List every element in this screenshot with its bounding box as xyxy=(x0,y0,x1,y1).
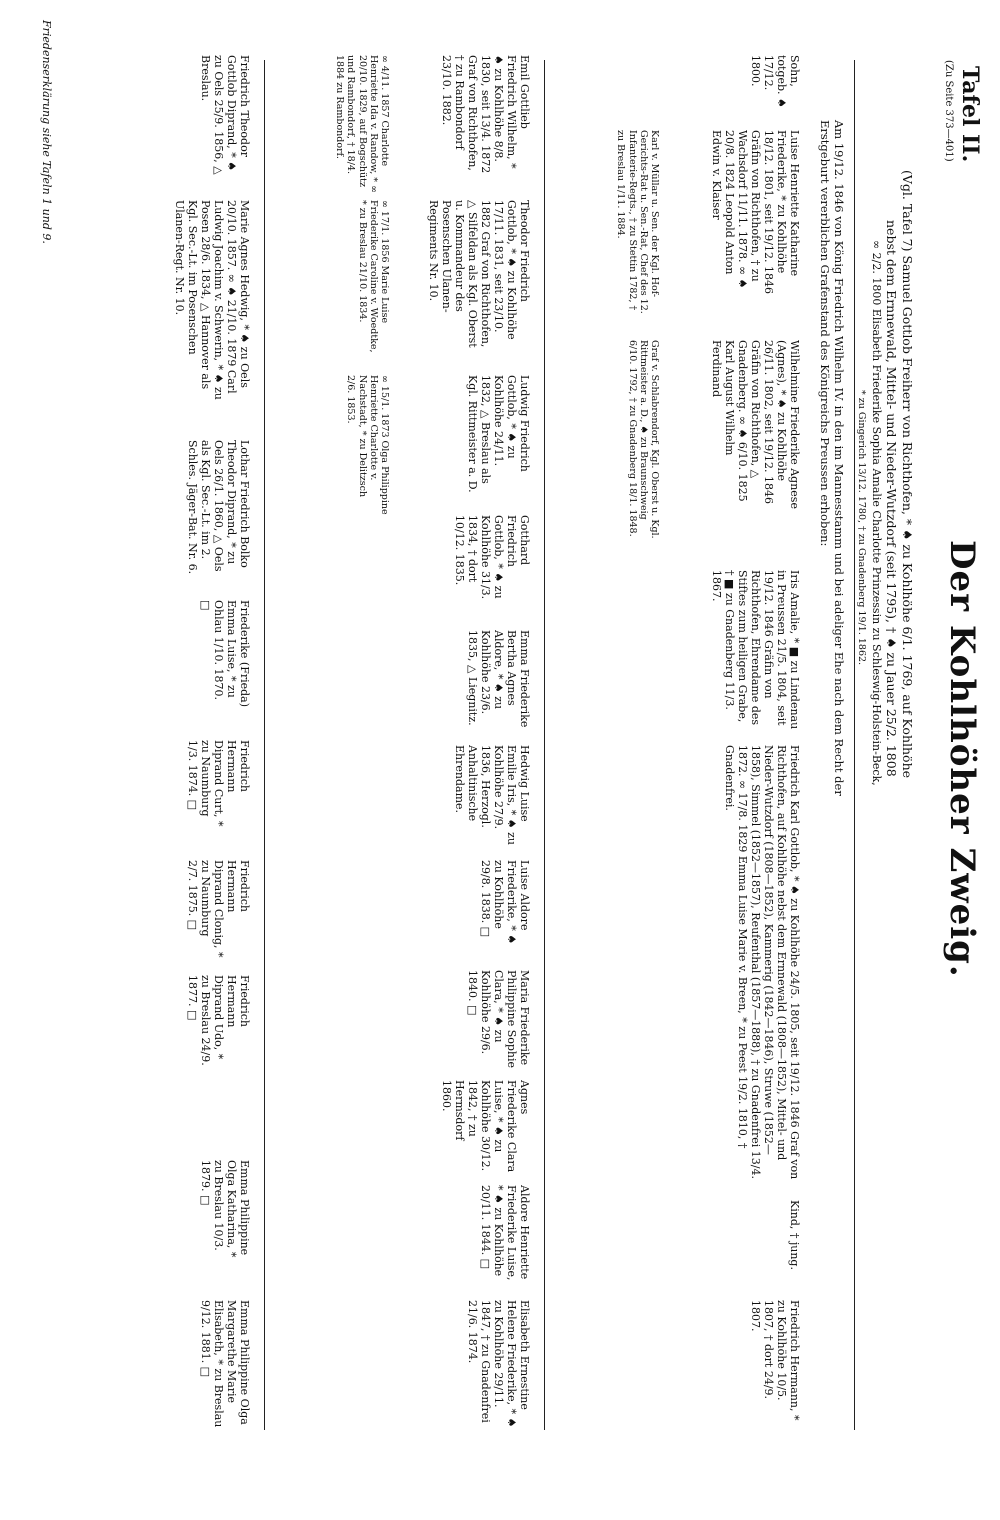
page-title: Der Kohlhöher Zweig. xyxy=(942,540,982,978)
gen3-entry-4: Friederike (Frieda) Emma Luise, * zu Ohlau 1/10. 1870. □ xyxy=(199,600,251,708)
gen3-entry-2: Marie Agnes Hedwig, * ♠ zu Oels 20/10. 1857. ∞ ♠ 21/10. 1879 Carl Ludwig Joachim v. Schwerin, * ♠ zu Posen 28/6. 1834, △ Hannover als Kgl. Sec.-Lt. im Posenschen Ulanen-Regt. Nr. 10. xyxy=(173,200,251,400)
gen3-entry-1: Friedrich Theodor Gottlob Diprand, * ♠ zu Oels 25/9. 1856, △ Breslau. xyxy=(199,55,251,175)
gen2-entry-2: Theodor Friedrich Gottlob, * ♠ zu Kohlhöhe 17/11. 1831, seit 23/10. 1882 Graf von Richthofen, △ Silfeldan als Kgl. Oberst u. Kommandeur des Posenschen Ulanen-Regiments Nr. 10. xyxy=(427,200,531,348)
gen3-entry-5: Friedrich Hermann Diprand Curt, * zu Naumburg 1/3. 1874. □ xyxy=(186,740,251,827)
gen1-entry-3: Wilhelmine Friederike Agnese (Agnes), * ♠ zu Kohlhöhe 26/11. 1802, seit 19/12. 1846 Gräfin von Richthofen, △ Gnadenberg. ∞ ♠ 6/10. 1825 Karl August Wilhelm Ferdinand xyxy=(710,340,801,509)
footer-note: Friedenserklärung siehe Tafeln 1 und 9. xyxy=(40,20,53,244)
spouse-note-2: Graf v. Schlabrendorf, Kgl. Oberst u. Kgl. Rittmeister a. D., ♠ zu Braunschweig 6/10. 1792, † zu Gnadenberg 18/1. 1848. xyxy=(626,340,660,539)
spouse-note-5: ∞ 15/1. 1873 Olga Philippine Henriette Charlotte v. Nachstadt, * zu Delitzsch 2/6. 1853. xyxy=(345,375,390,515)
gen3-entry-3: Lothar Friedrich Bolko Theodor Diprand, * zu Oels 26/1. 1860, △ Oels als Kgl. Sec.-Lt. im 2. Schles. Jäger-Bat. Nr. 6. xyxy=(186,440,251,575)
gen1-entry-5: Friedrich Karl Gottlob, * ♠ zu Kohlhöhe 24/5. 1805, seit 19/12. 1846 Graf von Richthofen, auf Kohlhöhe nebst dem Ernnewald (1808—1852), Mittel- und Nieder-Wutzdorf (1808—1852), Kammerig (1842—1846), Struwe (1852—1858), Simmel (1852—1857), Reufenthal (1857—1888), † zu Gnadenfrei 13/4. 1872. ∞ 17/8. 1829 Emma Luise Marie v. Breen, * zu Peest 19/2. 1810, † Gnadenfrei. xyxy=(723,745,801,1180)
tafel-number: Tafel II. xyxy=(957,66,983,163)
gen3-entry-9: Emma Philippine Olga Margarethe Marie Elisabeth, * zu Breslau 9/12. 1881. □ xyxy=(199,1300,251,1428)
page-reference: (Zu Seite 373—401) xyxy=(943,60,954,162)
spouse-note-4: ∞ 17/1. 1856 Marie Luise Friederike Caroline v. Woedtke, * zu Breslau 21/10. 1834. xyxy=(356,200,390,353)
gen2-entry-11: Elisabeth Ernestine Helene Friederike, * ♠ zu Kohlhöhe 29/11. 1847, † zu Gnadenfrei 21/6. 1874. xyxy=(466,1300,531,1428)
gen1-entry-1: Sohn, totgeb. ♠ 17/12. 1800. xyxy=(749,55,801,108)
gen2-entry-9: Agnes Friederike Clara Luise, * ♠ zu Kohlhöhe 30/12. 1842, † zu Hermsdorf 1860. xyxy=(440,1080,531,1173)
gen2-entry-7: Luise Aldore Friederike, * ♠ zu Kohlhöhe 29/8. 1838. □ xyxy=(479,860,531,945)
progenitor-line-2: nebst dem Ernnewald, Mittel- und Nieder-Wutzdorf (seit 1795), † ♠ zu Jauer 25/2. 1808 xyxy=(884,220,899,777)
progenitor-line-3: ∞ 2/2. 1800 Elisabeth Friederike Sophia Amalie Charlotte Prinzessin zu Schleswig-Holstein-Beck, xyxy=(870,240,883,786)
rule-top xyxy=(854,60,855,1430)
gen2-entry-3: Ludwig Friedrich Gottlob, * ♠ zu Kohlhöhe 24/11. 1832, △ Breslau als Kgl. Rittmeister a. D. xyxy=(466,375,531,493)
gen2-entry-10: Aldore Henriette Friederike Luise, * ♠ zu Kohlhöhe 20/11. 1844. □ xyxy=(479,1185,531,1281)
gen2-entry-1: Emil Gottlieb Friedrich Wilhelm, * ♠ zu Kohlhöhe 8/8. 1830, seit 13/4. 1872 Graf von Richthofen, † zu Rambondorf 23/10. 1882. xyxy=(440,55,531,174)
rule-gen1 xyxy=(544,60,545,1430)
gen3-entry-6: Friedrich Hermann Diprand Clonig, * zu Naumburg 2/7. 1875. □ xyxy=(186,860,251,958)
gen1-entry-6: Kind, † jung. xyxy=(788,1200,801,1270)
gen2-entry-6: Hedwig Luise Emilie Iris, * ♠ zu Kohlhöhe 27/9. 1836, Herzogl. Anhaltinische Ehrendame. xyxy=(453,745,531,846)
spouse-note-1: Karl v. Müllar u. Sen. der Kgl. Hof-Gerichts-Rat u. Sen.-Rat, Chef des 12. Infanterie-Regts., † zu Stettin 1782, † zu Breslau 1/11. 1884. xyxy=(615,130,660,314)
progenitor-line-1: (Vgl. Tafel 7) Samuel Gottlob Freiherr von Richthofen, * ♠ zu Kohlhöhe 6/1. 1769, auf Kohlhöhe xyxy=(900,170,915,779)
spouse-note-3: ∞ 4/11. 1857 Charlotte Henriette Ida v. Randow, * ∞ 20/10. 1829, auf Bogschütz und Rambondorf, † 18/4. 1884 zu Rambondorf. xyxy=(334,55,390,193)
progenitor-line-4: * zu Gingerich 13/12. 1780, † zu Gnadenberg 19/1. 1862. xyxy=(856,390,867,666)
gen2-entry-5: Emma Friederike Bertha Agnes Aldore, * ♠ zu Kohlhöhe 23/6. 1835, △ Liegnitz. xyxy=(466,630,531,728)
rule-gen2 xyxy=(264,60,265,1430)
gen3-entry-7: Friedrich Hermann Diprand Udo, * zu Breslau 24/9. 1877. □ xyxy=(186,975,251,1066)
gen1-entry-4: Iris Amalie, * ■ zu Lindenau in Preussen 21/5. 1804, seit 19/12. 1846 Gräfin von Richthofen, Ehrendame des Stiftes zum heiligen Grabe, † ■ zu Gnadenberg 11/3. 1867. xyxy=(710,570,801,730)
gen3-entry-8: Emma Philippine Olga Katharina, * zu Breslau 10/3. 1879. □ xyxy=(199,1160,251,1258)
gen2-entry-4: Gotthard Friedrich Gottlob, * ♠ zu Kohlhöhe 31/3. 1834, † dort 10/12. 1835. xyxy=(453,515,531,600)
gen1-entry-2: Luise Henriette Katharine Friederike, * zu Kohlhöhe 18/12. 1801, seit 19/12. 1846 Gräfin von Richthofen, † zu Wachsdorf 11/11. 1878. ∞ ♠ 20/8. 1824 Leopold Anton Edwin v. Klaiser xyxy=(710,130,801,294)
gen1-entry-7: Friedrich Hermann, * zu Kohlhöhe 10/5. 1807, † dort 24/9. 1807. xyxy=(749,1300,801,1421)
decree-text: Am 19/12. 1846 von König Friedrich Wilhelm IV. in den im Mannesstamm und bei adeliger Ehe nach dem Recht der Erstgeburt vererblichen Grafenstand des Königreichs Preussen erhoben: xyxy=(818,120,846,796)
gen2-entry-8: Maria Friederike Philippine Sophie Clara, * ♠ zu Kohlhöhe 29/6. 1840. □ xyxy=(466,970,531,1069)
